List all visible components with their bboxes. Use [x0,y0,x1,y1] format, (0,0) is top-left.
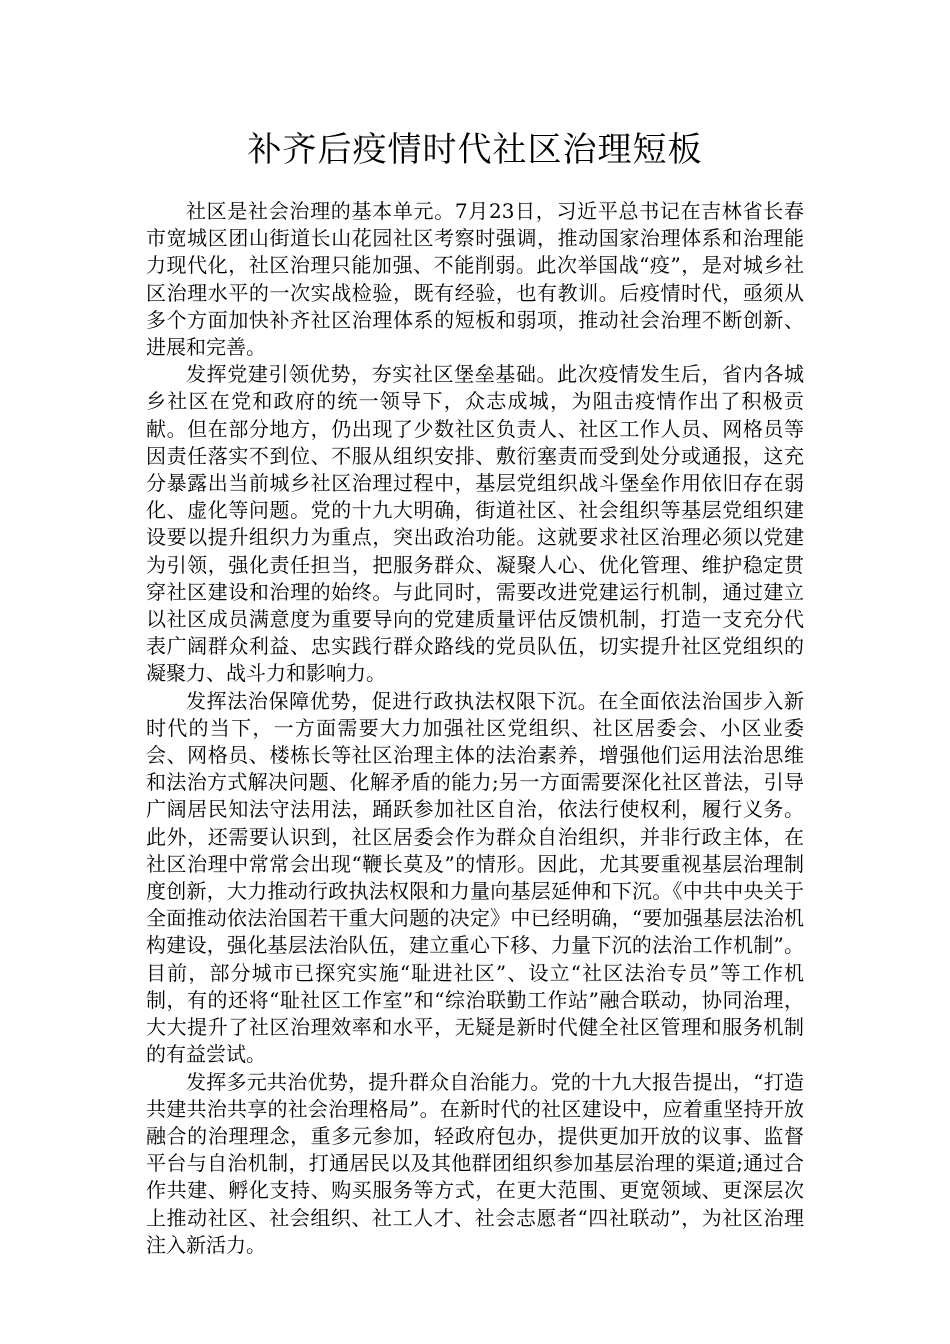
paragraph-intro: 社区是社会治理的基本单元。7月23日，习近平总书记在吉林省长春市宽城区团山街道长山花园社区考察时强调，推动国家治理体系和治理能力现代化，社区治理只能加强、不能削弱。此次举国战“疫”，是对城乡社区治理水平的一次实战检验，既有经验，也有教训。后疫情时代，亟须从多个方面加快补齐社区治理体系的短板和弱项，推动社会治理不断创新、进展和完善。 [146,199,804,360]
paragraph-co-governance: 发挥多元共治优势，提升群众自治能力。党的十九大报告提出，“打造共建共治共享的社会治理格局”。在新时代的社区建设中，应着重坚持开放融合的治理理念，重多元参加，轻政府包办，提供更加开放的议事、监督平台与自治机制，打通居民以及其他群团组织参加基层治理的渠道;通过合作共建、孵化支持、购买服务等方式，在更大范围、更宽领域、更深层次上推动社区、社会组织、社工人才、社会志愿者“四社联动”，为社区治理注入新活力。 [146,1069,804,1257]
document-title: 补齐后疫情时代社区治理短板 [247,130,703,170]
document-body [146,198,804,1259]
paragraph-party-building: 发挥党建引领优势，夯实社区堡垒基础。此次疫情发生后，省内各城乡社区在党和政府的统一领导下，众志成城，为阻击疫情作出了积极贡献。但在部分地方，仍出现了少数社区负责人、社区工作人员、网格员等因责任落实不到位、不服从组织安排、敷衍塞责而受到处分或通报，这充分暴露出当前城乡社区治理过程中，基层党组织战斗堡垒作用依旧存在弱化、虚化等问题。党的十九大明确，街道社区、社会组织等基层党组织建设要以提升组织力为重点，突出政治功能。这就要求社区治理必须以党建为引领，强化责任担当，把服务群众、凝聚人心、优化管理、维护稳定贯穿社区建设和治理的始终。与此同时，需要改进党建运行机制，通过建立以社区成员满意度为重要导向的党建质量评估反馈机制，打造一支充分代表广阔群众利益、忠实践行群众路线的党员队伍，切实提升社区党组织的凝聚力、战斗力和影响力。 [146,362,804,686]
paragraph-rule-of-law: 发挥法治保障优势，促进行政执法权限下沉。在全面依法治国步入新时代的当下，一方面需要大力加强社区党组织、社区居委会、小区业委会、网格员、楼栋长等社区治理主体的法治素养，增强他们运用法治思维和法治方式解决问题、化解矛盾的能力;另一方面需要深化社区普法，引导广阔居民知法守法用法，踊跃参加社区自治，依法行使权利，履行义务。此外，还需要认识到，社区居委会作为群众自治组织，并非行政主体，在社区治理中常常会出现“鞭长莫及”的情形。因此，尤其要重视基层治理制度创新，大力推动行政执法权限和力量向基层延伸和下沉。《中共中央关于全面推动依法治国若干重大问题的决定》中已经明确，“要加强基层法治机构建设，强化基层法治队伍，建立重心下移、力量下沉的法治工作机制”。目前，部分城市已探究实施“耻进社区”、设立“社区法治专员”等工作机制，有的还将“耻社区工作室”和“综治联勤工作站”融合联动，协同治理，大大提升了社区治理效率和水平，无疑是新时代健全社区管理和服务机制的有益尝试。 [146,688,804,1067]
